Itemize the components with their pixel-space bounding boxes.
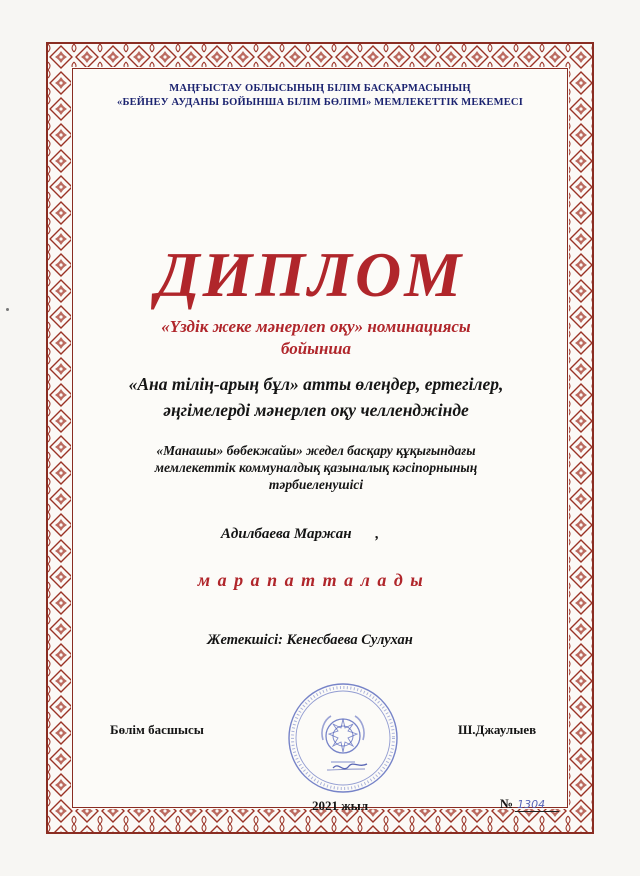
- nomination-line-2: бойынша: [280, 339, 352, 358]
- mentor-line: Жетекшісі: Кенесбаева Сулухан: [207, 632, 413, 648]
- official-seal-icon: [287, 682, 399, 794]
- speck-mark: [6, 308, 9, 311]
- header-line-2: «БЕЙНЕУ АУДАНЫ БОЙЫНША БІЛІМ БӨЛІМІ» МЕМЛЕКЕТТІК МЕКЕМЕСІ: [117, 97, 523, 108]
- challenge-line-2: әңгімелерді мәнерлеп оқу челленджінде: [163, 400, 469, 420]
- diploma-content: [74, 70, 566, 813]
- nomination-line-1: «Үздік жеке мәнерлеп оқу» номинациясы: [161, 317, 471, 336]
- challenge-line-1: «Ана тілің-арың бұл» атты өлеңдер, ертегілер,: [128, 374, 504, 394]
- number-value: 1304: [515, 798, 559, 812]
- award-text: марапатталады: [197, 570, 431, 590]
- page-title: ДИПЛОМ: [155, 239, 465, 310]
- number-label: №: [500, 796, 514, 811]
- organization-line-3: тәрбиеленушісі: [268, 477, 364, 492]
- signature-name: Ш.Джаулыев: [458, 722, 537, 737]
- recipient-name: [54, 526, 546, 543]
- recipient-comma: ,: [375, 526, 380, 542]
- signature-position: Бөлім басшысы: [110, 722, 204, 737]
- organization-line-2: мемлекеттік коммуналдық қазыналық кәсіпорнының: [154, 460, 478, 475]
- recipient-name-text: Адилбаева Маржан: [220, 526, 352, 542]
- organization-line-1: «Манашы» бөбекжайы» жедел басқару құқығындағы: [156, 443, 476, 458]
- diploma-frame: [46, 42, 594, 834]
- footer-number: [500, 796, 559, 812]
- footer-year: 2021 жыл: [312, 798, 369, 813]
- header-line-1: МАҢҒЫСТАУ ОБЛЫСЫНЫҢ БІЛІМ БАСҚАРМАСЫНЫҢ: [169, 83, 471, 94]
